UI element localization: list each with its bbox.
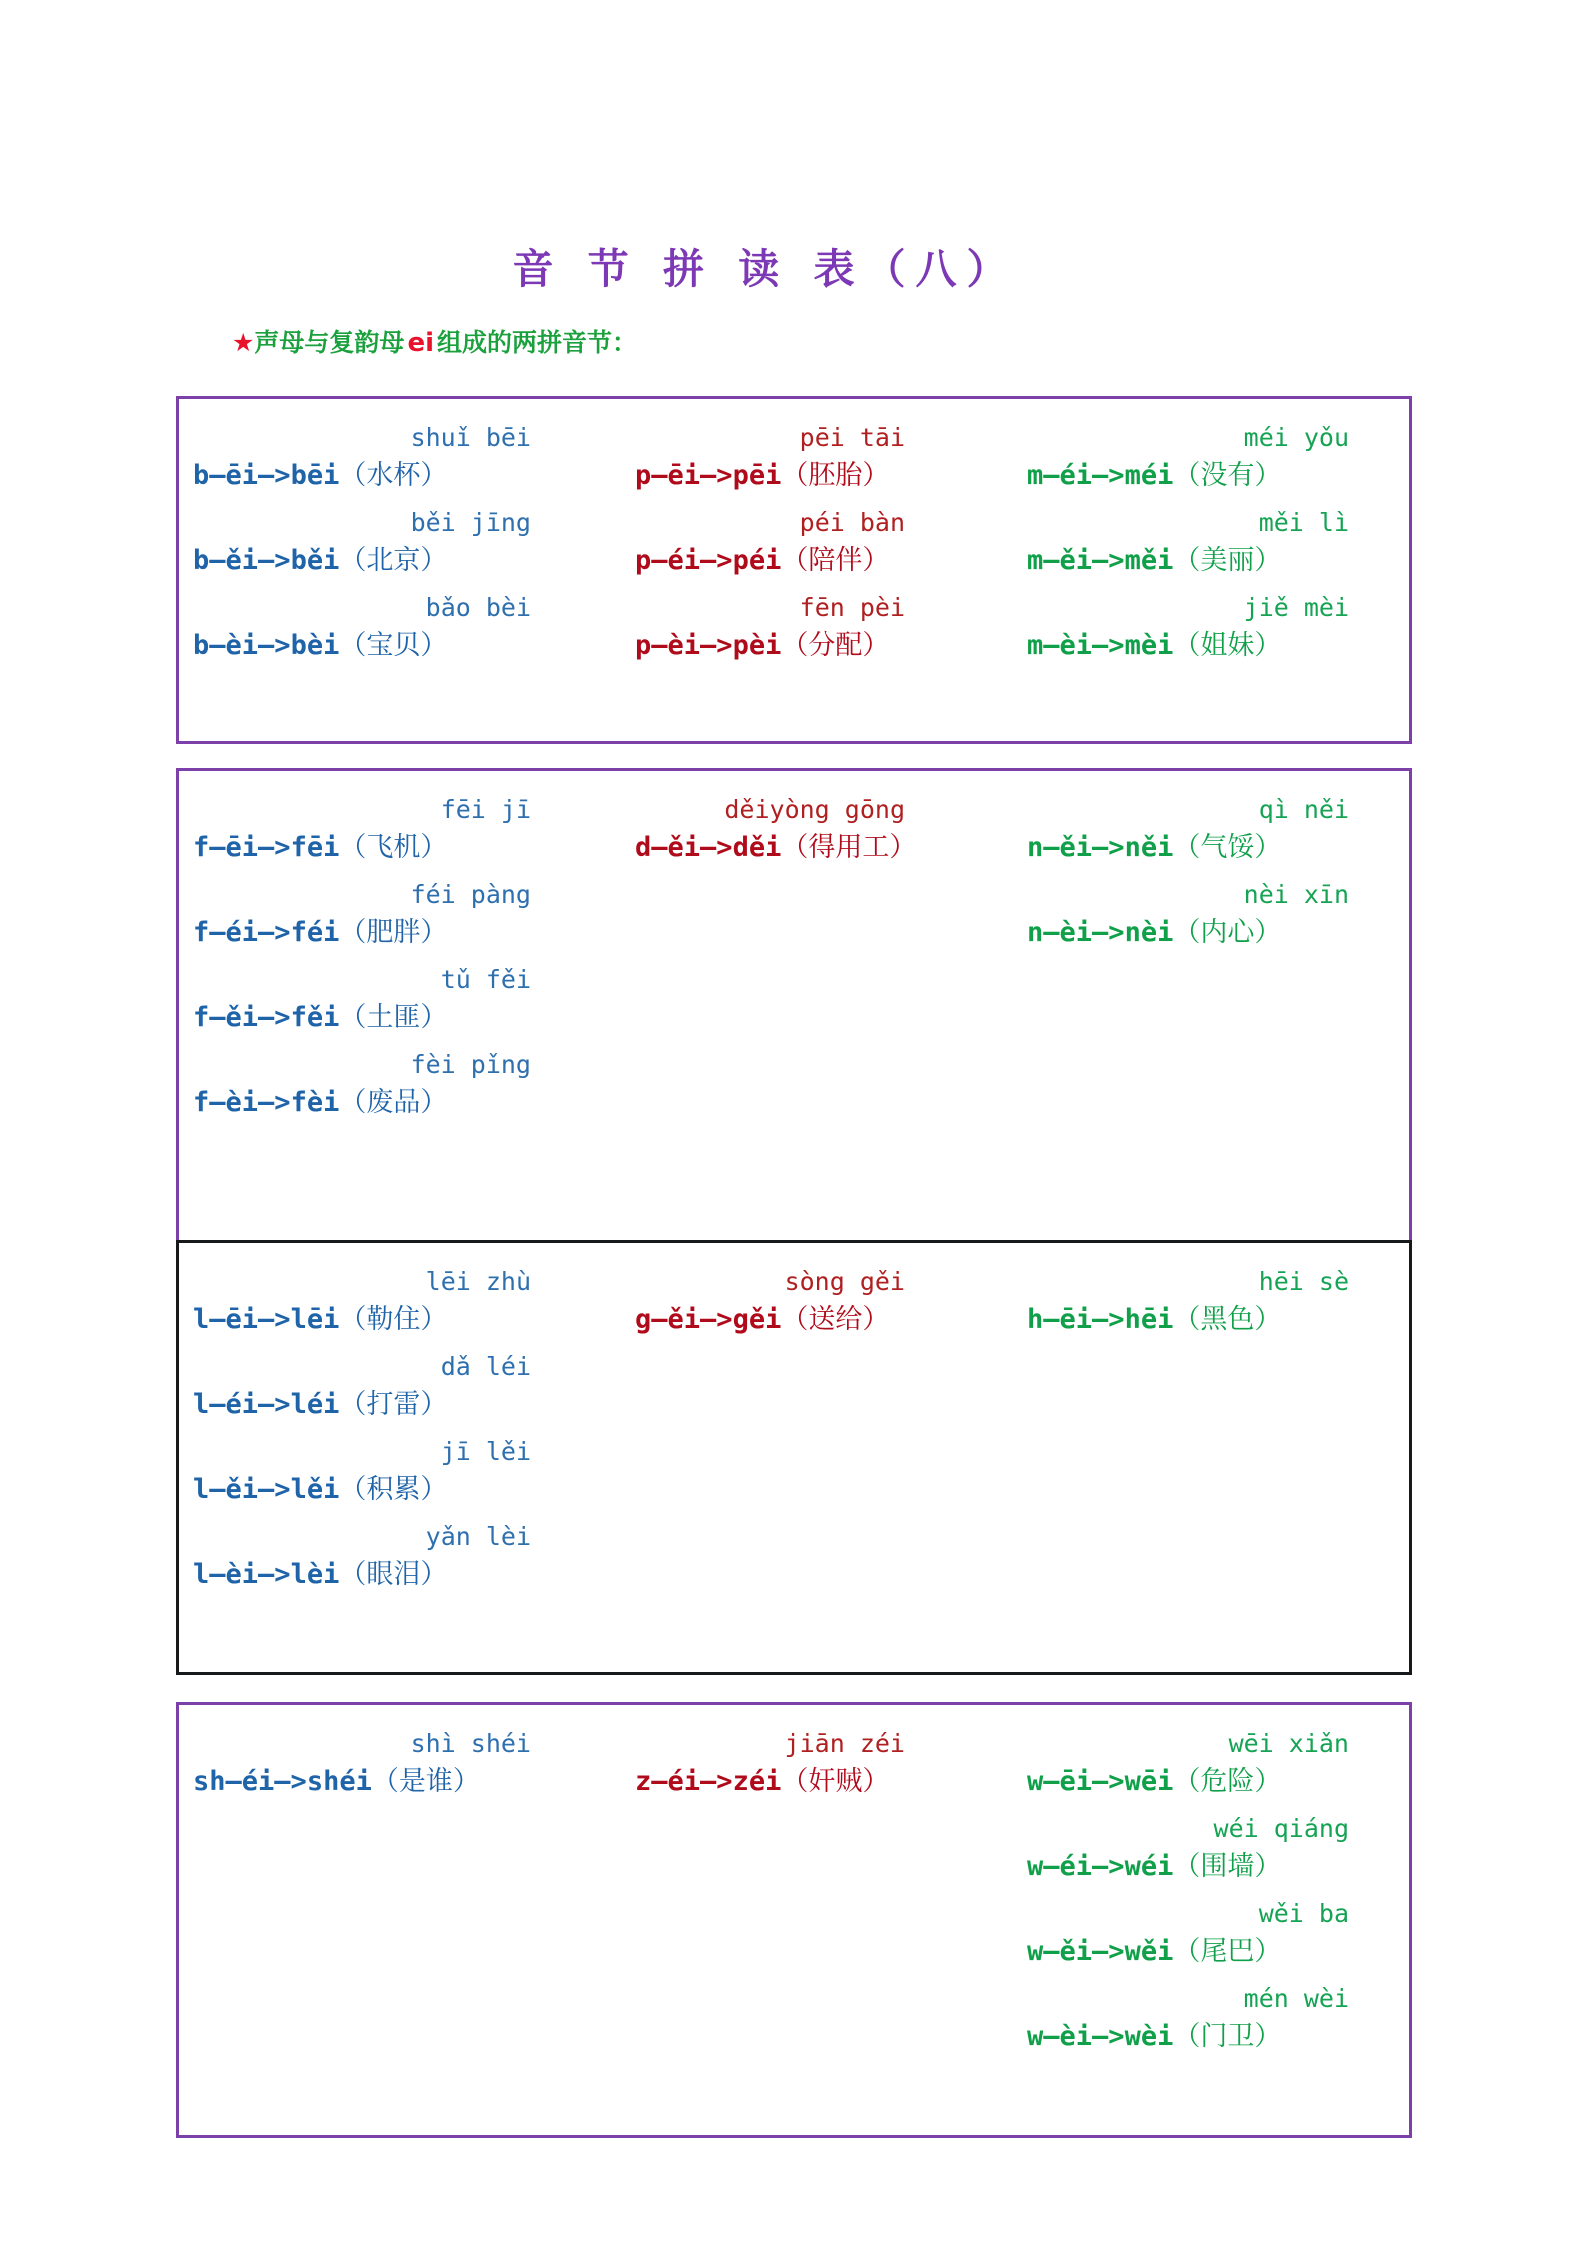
formula-arrow-icon: —> (258, 1304, 291, 1335)
formula-final: ěi (1059, 1936, 1093, 1967)
pinyin-word-hint: féi pàng (410, 880, 531, 909)
syllable-entry-stack (577, 1705, 983, 1802)
formula-initial: f (193, 832, 210, 863)
syllable-column (983, 771, 1411, 1243)
formula-arrow-icon: —> (1092, 2021, 1125, 2052)
formula-dash-icon: — (1043, 1304, 1060, 1335)
formula-initial: l (193, 1389, 210, 1420)
formula-arrow-icon: —> (1092, 460, 1125, 491)
formula-syllable: něi (1124, 832, 1174, 863)
syllable-entry-stack (179, 771, 577, 1123)
formula-syllable: lèi (290, 1559, 340, 1590)
formula-syllable: wěi (1124, 1936, 1174, 1967)
spelling-formula (577, 827, 983, 868)
formula-hanzi-word: （没有） (1173, 460, 1282, 491)
formula-dash-icon: — (209, 1389, 226, 1420)
pinyin-word-hint: péi bàn (799, 508, 905, 537)
formula-arrow-icon: —> (258, 1474, 291, 1505)
pinyin-word-hint: shì shéi (410, 1729, 531, 1758)
formula-syllable: lěi (290, 1474, 340, 1505)
formula-final: èi (667, 630, 701, 661)
formula-arrow-icon: —> (700, 1304, 733, 1335)
formula-hanzi-word: （打雷） (339, 1389, 448, 1420)
formula-initial: f (193, 1002, 210, 1033)
formula-syllable: nèi (1124, 917, 1174, 948)
pinyin-word-hint: jiě mèi (1243, 593, 1349, 622)
spelling-formula (983, 1931, 1411, 1972)
formula-initial: b (193, 545, 210, 576)
formula-syllable: wèi (1124, 2021, 1174, 2052)
formula-syllable: méi (1124, 460, 1174, 491)
pinyin-word-hint: sòng gěi (784, 1267, 905, 1296)
syllable-entry-stack (577, 771, 983, 868)
formula-initial: w (1027, 2021, 1044, 2052)
pinyin-word-hint: shuǐ bēi (410, 423, 531, 452)
syllable-entry (983, 1727, 1411, 1802)
pinyin-word-hint: fēn pèi (799, 593, 905, 622)
formula-initial: w (1027, 1936, 1044, 1967)
formula-syllable: zéi (732, 1766, 782, 1797)
formula-final: éi (1059, 460, 1093, 491)
spelling-formula (179, 1469, 577, 1510)
spelling-formula (179, 1554, 577, 1595)
syllable-entry (179, 1265, 577, 1340)
formula-syllable: wéi (1124, 1851, 1174, 1882)
formula-syllable: fēi (290, 832, 340, 863)
syllable-box-4 (176, 1702, 1412, 2138)
formula-hanzi-word: （土匪） (339, 1002, 448, 1033)
formula-initial: l (193, 1304, 210, 1335)
syllable-entry (179, 1350, 577, 1425)
formula-hanzi-word: （废品） (339, 1087, 448, 1118)
pinyin-word-hint: bǎo bèi (425, 593, 531, 622)
formula-hanzi-word: （眼泪） (339, 1559, 448, 1590)
formula-initial: h (1027, 1304, 1044, 1335)
formula-dash-icon: — (1043, 460, 1060, 491)
pinyin-word-hint: dǎ léi (440, 1352, 531, 1381)
formula-initial: n (1027, 917, 1044, 948)
syllable-entry (983, 421, 1411, 496)
formula-hanzi-word: （宝贝） (339, 630, 448, 661)
syllable-entry (577, 591, 983, 666)
syllable-column (179, 1243, 577, 1672)
syllable-entry (179, 1520, 577, 1595)
formula-dash-icon: — (651, 545, 668, 576)
spelling-formula (577, 540, 983, 581)
formula-hanzi-word: （尾巴） (1173, 1936, 1282, 1967)
formula-final: ěi (1059, 832, 1093, 863)
formula-arrow-icon: —> (258, 917, 291, 948)
syllable-column (179, 399, 577, 741)
syllable-entry (179, 878, 577, 953)
formula-arrow-icon: —> (700, 1766, 733, 1797)
formula-dash-icon: — (209, 630, 226, 661)
box-columns (179, 1243, 1409, 1672)
formula-final: ěi (667, 832, 701, 863)
formula-final: ěi (667, 1304, 701, 1335)
formula-syllable: fěi (290, 1002, 340, 1033)
syllable-entry-stack (179, 399, 577, 666)
formula-final: èi (1059, 917, 1093, 948)
syllable-entry (983, 591, 1411, 666)
pinyin-word-hint: tǔ fěi (440, 965, 531, 994)
formula-hanzi-word: （姐妹） (1173, 630, 1282, 661)
formula-hanzi-word: （分配） (781, 630, 890, 661)
formula-initial: n (1027, 832, 1044, 863)
formula-initial: m (1027, 630, 1044, 661)
formula-syllable: měi (1124, 545, 1174, 576)
formula-syllable: lēi (290, 1304, 340, 1335)
syllable-entry (179, 1727, 577, 1802)
formula-dash-icon: — (651, 630, 668, 661)
syllable-entry-stack (577, 399, 983, 666)
spelling-formula (983, 455, 1411, 496)
syllable-entry-stack (179, 1705, 577, 1802)
pinyin-word-hint: běi jīng (410, 508, 531, 537)
formula-dash-icon: — (651, 832, 668, 863)
formula-arrow-icon: —> (1092, 1304, 1125, 1335)
syllable-box-2 (176, 768, 1412, 1246)
syllable-column (983, 1243, 1411, 1672)
formula-dash-icon: — (651, 460, 668, 491)
formula-hanzi-word: （水杯） (339, 460, 448, 491)
syllable-entry (179, 963, 577, 1038)
syllable-entry (983, 506, 1411, 581)
formula-final: ēi (225, 832, 259, 863)
formula-syllable: pēi (732, 460, 782, 491)
formula-arrow-icon: —> (258, 1087, 291, 1118)
formula-dash-icon: — (651, 1304, 668, 1335)
syllable-column (179, 1705, 577, 2135)
formula-initial: b (193, 630, 210, 661)
pinyin-word-hint: měi lì (1258, 508, 1349, 537)
formula-syllable: léi (290, 1389, 340, 1420)
pinyin-word-hint: lēi zhù (425, 1267, 531, 1296)
formula-final: èi (225, 630, 259, 661)
pinyin-word-hint: yǎn lèi (425, 1522, 531, 1551)
formula-final: èi (1059, 2021, 1093, 2052)
pinyin-word-hint: fèi pǐng (410, 1050, 531, 1079)
syllable-entry-stack (983, 1705, 1411, 2057)
spelling-formula (577, 625, 983, 666)
spelling-formula (577, 455, 983, 496)
pinyin-word-hint: wēi xiǎn (1228, 1729, 1349, 1758)
formula-hanzi-word: （送给） (781, 1304, 890, 1335)
formula-initial: l (193, 1474, 210, 1505)
formula-arrow-icon: —> (258, 460, 291, 491)
formula-final: ēi (667, 460, 701, 491)
formula-hanzi-word: （肥胖） (339, 917, 448, 948)
formula-arrow-icon: —> (1092, 1851, 1125, 1882)
formula-final: ěi (225, 1002, 259, 1033)
spelling-formula (983, 625, 1411, 666)
formula-final: éi (667, 545, 701, 576)
syllable-column (179, 771, 577, 1243)
formula-arrow-icon: —> (1092, 630, 1125, 661)
syllable-entry (577, 1265, 983, 1340)
formula-dash-icon: — (651, 1766, 668, 1797)
spelling-formula (179, 1761, 577, 1802)
formula-syllable: bèi (290, 630, 340, 661)
formula-initial: m (1027, 460, 1044, 491)
spelling-formula (179, 540, 577, 581)
formula-arrow-icon: —> (700, 460, 733, 491)
syllable-column (577, 1243, 983, 1672)
formula-initial: f (193, 1087, 210, 1118)
syllable-entry (179, 793, 577, 868)
subtitle-highlight-final: ei (407, 328, 434, 358)
pinyin-word-hint: pēi tāi (799, 423, 905, 452)
formula-final: éi (225, 917, 259, 948)
syllable-entry (577, 1727, 983, 1802)
formula-arrow-icon: —> (274, 1766, 307, 1797)
pinyin-word-hint: wéi qiáng (1213, 1814, 1349, 1843)
spelling-formula (577, 1299, 983, 1340)
formula-initial: b (193, 460, 210, 491)
formula-initial: g (635, 1304, 652, 1335)
syllable-entry (983, 793, 1411, 868)
formula-hanzi-word: （得用工） (781, 832, 917, 863)
syllable-entry (179, 506, 577, 581)
formula-initial: l (193, 1559, 210, 1590)
spelling-formula (983, 1846, 1411, 1887)
spelling-formula (179, 912, 577, 953)
formula-syllable: shéi (306, 1766, 372, 1797)
formula-arrow-icon: —> (258, 1559, 291, 1590)
syllable-entry (179, 1048, 577, 1123)
spelling-formula (179, 1384, 577, 1425)
syllable-entry-stack (179, 1243, 577, 1595)
spelling-formula (983, 2016, 1411, 2057)
syllable-entry-stack (983, 771, 1411, 953)
syllable-box-3 (176, 1240, 1412, 1675)
formula-syllable: gěi (732, 1304, 782, 1335)
formula-arrow-icon: —> (1092, 832, 1125, 863)
section-subtitle (232, 330, 637, 356)
formula-arrow-icon: —> (700, 545, 733, 576)
formula-final: ēi (1059, 1766, 1093, 1797)
formula-syllable: péi (732, 545, 782, 576)
formula-syllable: mèi (1124, 630, 1174, 661)
star-icon: ★ (232, 328, 255, 357)
formula-final: ēi (225, 1304, 259, 1335)
formula-hanzi-word: （积累） (339, 1474, 448, 1505)
formula-initial: w (1027, 1851, 1044, 1882)
formula-arrow-icon: —> (1092, 1936, 1125, 1967)
syllable-box-1 (176, 396, 1412, 744)
syllable-column (983, 399, 1411, 741)
formula-dash-icon: — (225, 1766, 242, 1797)
syllable-entry-stack (983, 399, 1411, 666)
formula-syllable: běi (290, 545, 340, 576)
subtitle-text-after: 组成的两拼音节： (436, 328, 637, 357)
syllable-entry (179, 591, 577, 666)
page-title: 音 节 拼 读 表（八） (512, 245, 1018, 293)
formula-dash-icon: — (1043, 917, 1060, 948)
syllable-entry (983, 1812, 1411, 1887)
pinyin-word-hint: fēi jī (440, 795, 531, 824)
formula-initial: m (1027, 545, 1044, 576)
pinyin-word-hint: méi yǒu (1243, 423, 1349, 452)
pinyin-word-hint: hēi sè (1258, 1267, 1349, 1296)
spelling-formula (179, 455, 577, 496)
formula-arrow-icon: —> (258, 630, 291, 661)
syllable-entry (179, 1435, 577, 1510)
spelling-formula (179, 1299, 577, 1340)
formula-final: éi (225, 1389, 259, 1420)
formula-hanzi-word: （黑色） (1173, 1304, 1282, 1335)
subtitle-text-before: 声母与复韵母 (254, 328, 405, 357)
syllable-entry (577, 506, 983, 581)
formula-final: ěi (225, 1474, 259, 1505)
box-columns (179, 771, 1409, 1243)
formula-hanzi-word: （危险） (1173, 1766, 1282, 1797)
pinyin-word-hint: qì něi (1258, 795, 1349, 824)
syllable-entry (983, 878, 1411, 953)
formula-dash-icon: — (209, 1474, 226, 1505)
spelling-formula (577, 1761, 983, 1802)
formula-initial: p (635, 545, 652, 576)
formula-final: ēi (225, 460, 259, 491)
formula-hanzi-word: （气馁） (1173, 832, 1282, 863)
syllable-entry (179, 421, 577, 496)
formula-initial: d (635, 832, 652, 863)
formula-final: éi (667, 1766, 701, 1797)
formula-arrow-icon: —> (1092, 917, 1125, 948)
spelling-formula (179, 1082, 577, 1123)
syllable-column (577, 771, 983, 1243)
spelling-formula (179, 827, 577, 868)
formula-dash-icon: — (1043, 1936, 1060, 1967)
formula-final: èi (225, 1087, 259, 1118)
formula-initial: w (1027, 1766, 1044, 1797)
formula-arrow-icon: —> (700, 832, 733, 863)
syllable-entry (577, 793, 983, 868)
formula-hanzi-word: （奸贼） (781, 1766, 890, 1797)
formula-dash-icon: — (209, 1304, 226, 1335)
spelling-formula (983, 1299, 1411, 1340)
formula-syllable: féi (290, 917, 340, 948)
formula-arrow-icon: —> (1092, 545, 1125, 576)
formula-arrow-icon: —> (258, 832, 291, 863)
syllable-entry-stack (983, 1243, 1411, 1340)
formula-hanzi-word: （美丽） (1173, 545, 1282, 576)
formula-hanzi-word: （陪伴） (781, 545, 890, 576)
formula-dash-icon: — (209, 917, 226, 948)
spelling-formula (179, 997, 577, 1038)
pinyin-word-hint: děiyòng gōng (724, 795, 905, 824)
formula-dash-icon: — (1043, 1851, 1060, 1882)
syllable-column (983, 1705, 1411, 2135)
formula-dash-icon: — (1043, 2021, 1060, 2052)
formula-hanzi-word: （是谁） (371, 1766, 480, 1797)
formula-dash-icon: — (209, 1002, 226, 1033)
formula-dash-icon: — (1043, 1766, 1060, 1797)
formula-final: éi (241, 1766, 275, 1797)
formula-dash-icon: — (209, 1087, 226, 1118)
formula-arrow-icon: —> (700, 630, 733, 661)
pinyin-word-hint: jī lěi (440, 1437, 531, 1466)
spelling-formula (983, 912, 1411, 953)
spelling-formula (983, 540, 1411, 581)
box-columns (179, 1705, 1409, 2135)
formula-initial: sh (193, 1766, 226, 1797)
formula-final: èi (1059, 630, 1093, 661)
formula-arrow-icon: —> (258, 1002, 291, 1033)
pinyin-word-hint: wěi ba (1258, 1899, 1349, 1928)
spelling-formula (983, 827, 1411, 868)
formula-syllable: fèi (290, 1087, 340, 1118)
formula-final: ēi (1059, 1304, 1093, 1335)
pinyin-word-hint: nèi xīn (1243, 880, 1349, 909)
formula-hanzi-word: （内心） (1173, 917, 1282, 948)
spelling-formula (179, 625, 577, 666)
formula-final: ěi (225, 545, 259, 576)
formula-hanzi-word: （北京） (339, 545, 448, 576)
formula-dash-icon: — (209, 832, 226, 863)
formula-final: éi (1059, 1851, 1093, 1882)
formula-hanzi-word: （门卫） (1173, 2021, 1282, 2052)
formula-dash-icon: — (1043, 545, 1060, 576)
formula-arrow-icon: —> (1092, 1766, 1125, 1797)
formula-final: ěi (1059, 545, 1093, 576)
formula-arrow-icon: —> (258, 1389, 291, 1420)
formula-dash-icon: — (209, 460, 226, 491)
formula-hanzi-word: （胚胎） (781, 460, 890, 491)
formula-initial: z (635, 1766, 652, 1797)
syllable-entry-stack (577, 1243, 983, 1340)
formula-dash-icon: — (1043, 630, 1060, 661)
formula-dash-icon: — (209, 1559, 226, 1590)
syllable-column (577, 1705, 983, 2135)
formula-hanzi-word: （飞机） (339, 832, 448, 863)
syllable-entry (983, 1897, 1411, 1972)
formula-initial: f (193, 917, 210, 948)
syllable-entry (577, 421, 983, 496)
pinyin-word-hint: jiān zéi (784, 1729, 905, 1758)
spelling-formula (983, 1761, 1411, 1802)
formula-syllable: hēi (1124, 1304, 1174, 1335)
formula-syllable: pèi (732, 630, 782, 661)
formula-dash-icon: — (1043, 832, 1060, 863)
formula-initial: p (635, 460, 652, 491)
formula-arrow-icon: —> (258, 545, 291, 576)
formula-hanzi-word: （勒住） (339, 1304, 448, 1335)
pinyin-word-hint: mén wèi (1243, 1984, 1349, 2013)
syllable-column (577, 399, 983, 741)
formula-syllable: děi (732, 832, 782, 863)
formula-dash-icon: — (209, 545, 226, 576)
syllable-entry (983, 1982, 1411, 2057)
formula-final: èi (225, 1559, 259, 1590)
formula-hanzi-word: （围墙） (1173, 1851, 1282, 1882)
syllable-entry (983, 1265, 1411, 1340)
formula-syllable: wēi (1124, 1766, 1174, 1797)
formula-syllable: bēi (290, 460, 340, 491)
box-columns (179, 399, 1409, 741)
formula-initial: p (635, 630, 652, 661)
